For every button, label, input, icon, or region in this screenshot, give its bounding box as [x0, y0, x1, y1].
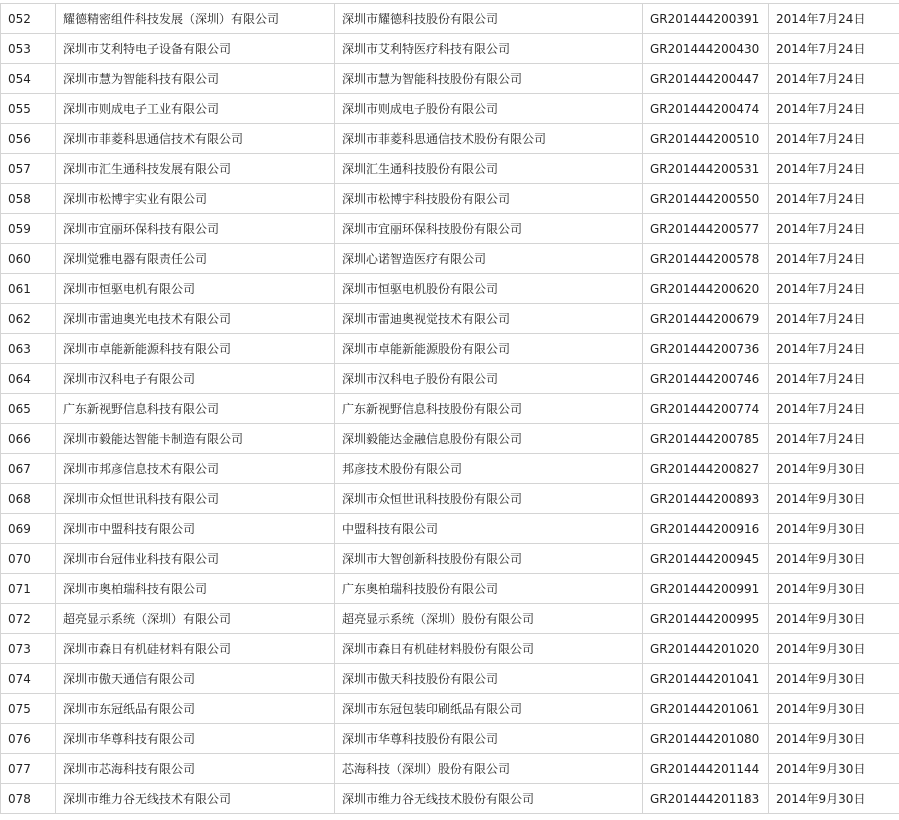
issue-date-cell: 2014年7月24日 [769, 274, 899, 304]
certificate-number-cell: GR201444200447 [643, 64, 769, 94]
new-company-name-cell: 广东新视野信息科技股份有限公司 [335, 394, 643, 424]
certificate-number-cell: GR201444201183 [643, 784, 769, 814]
table-row [1, 724, 899, 754]
original-company-name-cell: 深圳市慧为智能科技有限公司 [56, 64, 335, 94]
new-company-name-cell: 深圳市众恒世讯科技股份有限公司 [335, 484, 643, 514]
original-company-name-cell: 深圳市奥柏瑞科技有限公司 [56, 574, 335, 604]
table-row [1, 514, 899, 544]
table-row [1, 694, 899, 724]
new-company-name-cell: 深圳市森日有机硅材料股份有限公司 [335, 634, 643, 664]
issue-date-cell: 2014年7月24日 [769, 184, 899, 214]
issue-date-cell: 2014年7月24日 [769, 154, 899, 184]
new-company-name-cell: 深圳市卓能新能源股份有限公司 [335, 334, 643, 364]
certificate-number-cell: GR201444200736 [643, 334, 769, 364]
original-company-name-cell: 深圳觉雅电器有限责任公司 [56, 244, 335, 274]
new-company-name-cell: 中盟科技有限公司 [335, 514, 643, 544]
row-number-cell: 066 [1, 424, 56, 454]
row-number-cell: 057 [1, 154, 56, 184]
row-number-cell: 069 [1, 514, 56, 544]
row-number-cell: 062 [1, 304, 56, 334]
certificate-number-cell: GR201444200531 [643, 154, 769, 184]
certificate-number-cell: GR201444200991 [643, 574, 769, 604]
row-number-cell: 071 [1, 574, 56, 604]
new-company-name-cell: 深圳市傲天科技股份有限公司 [335, 664, 643, 694]
original-company-name-cell: 深圳市松博宇实业有限公司 [56, 184, 335, 214]
issue-date-cell: 2014年9月30日 [769, 664, 899, 694]
new-company-name-cell: 深圳市维力谷无线技术股份有限公司 [335, 784, 643, 814]
original-company-name-cell: 深圳市森日有机硅材料有限公司 [56, 634, 335, 664]
table-row [1, 124, 899, 154]
new-company-name-cell: 深圳市华尊科技股份有限公司 [335, 724, 643, 754]
new-company-name-cell: 超亮显示系统（深圳）股份有限公司 [335, 604, 643, 634]
issue-date-cell: 2014年7月24日 [769, 244, 899, 274]
issue-date-cell: 2014年7月24日 [769, 334, 899, 364]
certificate-number-cell: GR201444200474 [643, 94, 769, 124]
issue-date-cell: 2014年9月30日 [769, 784, 899, 814]
new-company-name-cell: 深圳市东冠包装印刷纸品有限公司 [335, 694, 643, 724]
new-company-name-cell: 深圳市则成电子股份有限公司 [335, 94, 643, 124]
table-row [1, 154, 899, 184]
issue-date-cell: 2014年9月30日 [769, 514, 899, 544]
table-row [1, 244, 899, 274]
table-row [1, 604, 899, 634]
row-number-cell: 075 [1, 694, 56, 724]
original-company-name-cell: 深圳市东冠纸品有限公司 [56, 694, 335, 724]
row-number-cell: 077 [1, 754, 56, 784]
row-number-cell: 078 [1, 784, 56, 814]
issue-date-cell: 2014年7月24日 [769, 34, 899, 64]
certificate-number-cell: GR201444200391 [643, 4, 769, 34]
certificate-number-cell: GR201444201144 [643, 754, 769, 784]
row-number-cell: 060 [1, 244, 56, 274]
certificate-number-cell: GR201444200827 [643, 454, 769, 484]
new-company-name-cell: 深圳毅能达金融信息股份有限公司 [335, 424, 643, 454]
row-number-cell: 055 [1, 94, 56, 124]
issue-date-cell: 2014年7月24日 [769, 94, 899, 124]
new-company-name-cell: 深圳市艾利特医疗科技有限公司 [335, 34, 643, 64]
table-row [1, 4, 899, 34]
table-row [1, 64, 899, 94]
table-row [1, 214, 899, 244]
new-company-name-cell: 深圳市慧为智能科技股份有限公司 [335, 64, 643, 94]
issue-date-cell: 2014年7月24日 [769, 64, 899, 94]
certificate-number-cell: GR201444200679 [643, 304, 769, 334]
issue-date-cell: 2014年9月30日 [769, 574, 899, 604]
company-rename-table [0, 3, 899, 814]
issue-date-cell: 2014年7月24日 [769, 394, 899, 424]
table-row [1, 784, 899, 814]
issue-date-cell: 2014年7月24日 [769, 124, 899, 154]
table-row [1, 364, 899, 394]
issue-date-cell: 2014年9月30日 [769, 754, 899, 784]
original-company-name-cell: 深圳市众恒世讯科技有限公司 [56, 484, 335, 514]
table-row [1, 424, 899, 454]
certificate-number-cell: GR201444201041 [643, 664, 769, 694]
table-row [1, 544, 899, 574]
row-number-cell: 067 [1, 454, 56, 484]
certificate-number-cell: GR201444200916 [643, 514, 769, 544]
certificate-number-cell: GR201444200620 [643, 274, 769, 304]
row-number-cell: 065 [1, 394, 56, 424]
certificate-number-cell: GR201444200945 [643, 544, 769, 574]
table-row [1, 274, 899, 304]
row-number-cell: 070 [1, 544, 56, 574]
new-company-name-cell: 深圳市汉科电子股份有限公司 [335, 364, 643, 394]
certificate-number-cell: GR201444200785 [643, 424, 769, 454]
new-company-name-cell: 深圳市大智创新科技股份有限公司 [335, 544, 643, 574]
original-company-name-cell: 深圳市卓能新能源科技有限公司 [56, 334, 335, 364]
table-body [1, 4, 899, 814]
row-number-cell: 072 [1, 604, 56, 634]
row-number-cell: 074 [1, 664, 56, 694]
row-number-cell: 073 [1, 634, 56, 664]
certificate-number-cell: GR201444200550 [643, 184, 769, 214]
original-company-name-cell: 耀德精密组件科技发展（深圳）有限公司 [56, 4, 335, 34]
original-company-name-cell: 深圳市汇生通科技发展有限公司 [56, 154, 335, 184]
issue-date-cell: 2014年9月30日 [769, 484, 899, 514]
table-row [1, 34, 899, 64]
original-company-name-cell: 超亮显示系统（深圳）有限公司 [56, 604, 335, 634]
original-company-name-cell: 深圳市雷迪奥光电技术有限公司 [56, 304, 335, 334]
table-row [1, 664, 899, 694]
new-company-name-cell: 深圳市耀德科技股份有限公司 [335, 4, 643, 34]
issue-date-cell: 2014年9月30日 [769, 634, 899, 664]
new-company-name-cell: 邦彦技术股份有限公司 [335, 454, 643, 484]
issue-date-cell: 2014年9月30日 [769, 724, 899, 754]
new-company-name-cell: 芯海科技（深圳）股份有限公司 [335, 754, 643, 784]
certificate-number-cell: GR201444201061 [643, 694, 769, 724]
new-company-name-cell: 深圳市宜丽环保科技股份有限公司 [335, 214, 643, 244]
row-number-cell: 076 [1, 724, 56, 754]
original-company-name-cell: 深圳市傲天通信有限公司 [56, 664, 335, 694]
row-number-cell: 061 [1, 274, 56, 304]
new-company-name-cell: 深圳市雷迪奥视觉技术有限公司 [335, 304, 643, 334]
certificate-number-cell: GR201444201020 [643, 634, 769, 664]
row-number-cell: 056 [1, 124, 56, 154]
original-company-name-cell: 深圳市台冠伟业科技有限公司 [56, 544, 335, 574]
new-company-name-cell: 深圳市菲菱科思通信技术股份有限公司 [335, 124, 643, 154]
original-company-name-cell: 深圳市菲菱科思通信技术有限公司 [56, 124, 335, 154]
row-number-cell: 068 [1, 484, 56, 514]
certificate-number-cell: GR201444200774 [643, 394, 769, 424]
row-number-cell: 063 [1, 334, 56, 364]
row-number-cell: 052 [1, 4, 56, 34]
table-row [1, 304, 899, 334]
issue-date-cell: 2014年7月24日 [769, 364, 899, 394]
issue-date-cell: 2014年7月24日 [769, 424, 899, 454]
original-company-name-cell: 深圳市华尊科技有限公司 [56, 724, 335, 754]
new-company-name-cell: 深圳市恒驱电机股份有限公司 [335, 274, 643, 304]
issue-date-cell: 2014年7月24日 [769, 4, 899, 34]
row-number-cell: 058 [1, 184, 56, 214]
original-company-name-cell: 深圳市艾利特电子设备有限公司 [56, 34, 335, 64]
row-number-cell: 059 [1, 214, 56, 244]
certificate-number-cell: GR201444200746 [643, 364, 769, 394]
certificate-number-cell: GR201444200577 [643, 214, 769, 244]
certificate-number-cell: GR201444200430 [643, 34, 769, 64]
new-company-name-cell: 深圳汇生通科技股份有限公司 [335, 154, 643, 184]
certificate-number-cell: GR201444201080 [643, 724, 769, 754]
issue-date-cell: 2014年9月30日 [769, 544, 899, 574]
original-company-name-cell: 深圳市维力谷无线技术有限公司 [56, 784, 335, 814]
table-row [1, 334, 899, 364]
row-number-cell: 053 [1, 34, 56, 64]
issue-date-cell: 2014年7月24日 [769, 304, 899, 334]
original-company-name-cell: 深圳市恒驱电机有限公司 [56, 274, 335, 304]
table-row [1, 94, 899, 124]
issue-date-cell: 2014年7月24日 [769, 214, 899, 244]
table-row [1, 394, 899, 424]
original-company-name-cell: 深圳市则成电子工业有限公司 [56, 94, 335, 124]
issue-date-cell: 2014年9月30日 [769, 454, 899, 484]
table-row [1, 454, 899, 484]
original-company-name-cell: 深圳市毅能达智能卡制造有限公司 [56, 424, 335, 454]
original-company-name-cell: 深圳市邦彦信息技术有限公司 [56, 454, 335, 484]
original-company-name-cell: 深圳市汉科电子有限公司 [56, 364, 335, 394]
issue-date-cell: 2014年9月30日 [769, 604, 899, 634]
new-company-name-cell: 广东奥柏瑞科技股份有限公司 [335, 574, 643, 604]
original-company-name-cell: 广东新视野信息科技有限公司 [56, 394, 335, 424]
certificate-number-cell: GR201444200578 [643, 244, 769, 274]
original-company-name-cell: 深圳市中盟科技有限公司 [56, 514, 335, 544]
original-company-name-cell: 深圳市宜丽环保科技有限公司 [56, 214, 335, 244]
row-number-cell: 054 [1, 64, 56, 94]
issue-date-cell: 2014年9月30日 [769, 694, 899, 724]
table-row [1, 484, 899, 514]
new-company-name-cell: 深圳心诺智造医疗有限公司 [335, 244, 643, 274]
certificate-number-cell: GR201444200995 [643, 604, 769, 634]
table-row [1, 184, 899, 214]
row-number-cell: 064 [1, 364, 56, 394]
certificate-number-cell: GR201444200893 [643, 484, 769, 514]
table-row [1, 634, 899, 664]
table-row [1, 754, 899, 784]
table-row [1, 574, 899, 604]
new-company-name-cell: 深圳市松博宇科技股份有限公司 [335, 184, 643, 214]
original-company-name-cell: 深圳市芯海科技有限公司 [56, 754, 335, 784]
certificate-number-cell: GR201444200510 [643, 124, 769, 154]
